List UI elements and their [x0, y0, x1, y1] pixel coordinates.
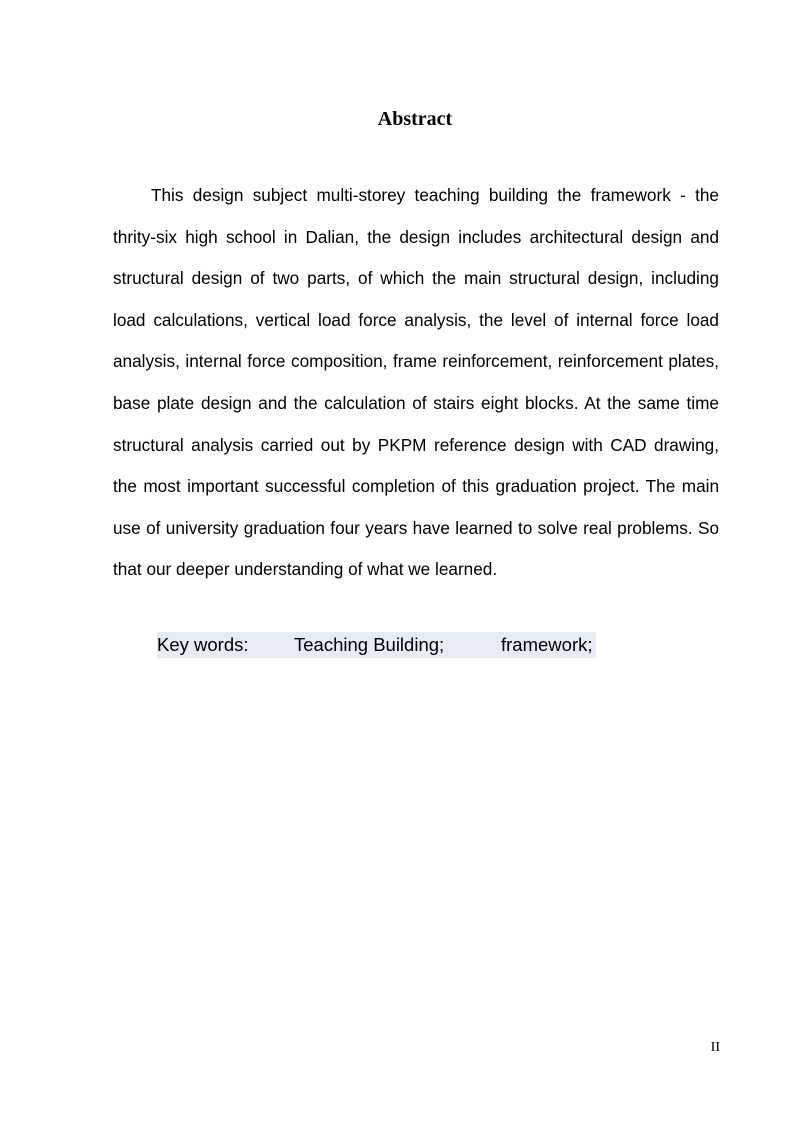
keyword-item: framework;: [501, 634, 593, 655]
page-number: II: [710, 1040, 720, 1055]
abstract-title: Abstract: [377, 108, 453, 130]
abstract-body: This design subject multi-storey teaching building the framework - the thrity-six high school in Dalian, the design includes architectural design and structural design of two parts, of which the main structural design, including load calculations, vertical load force analysis, the level of internal force load analysis, internal force composition, frame reinforcement, reinforcement plates, base plate design and the calculation of stairs eight blocks. At the same time structural analysis carried out by PKPM reference design with CAD drawing, the most important successful completion of this graduation project. The main use of university graduation four years have learned to solve real problems. So that our deeper understanding of what we learned.: [113, 185, 719, 580]
keywords-line: [157, 632, 596, 658]
keywords-label: Key words:: [157, 634, 249, 655]
keyword-item: Teaching Building;: [294, 634, 445, 655]
